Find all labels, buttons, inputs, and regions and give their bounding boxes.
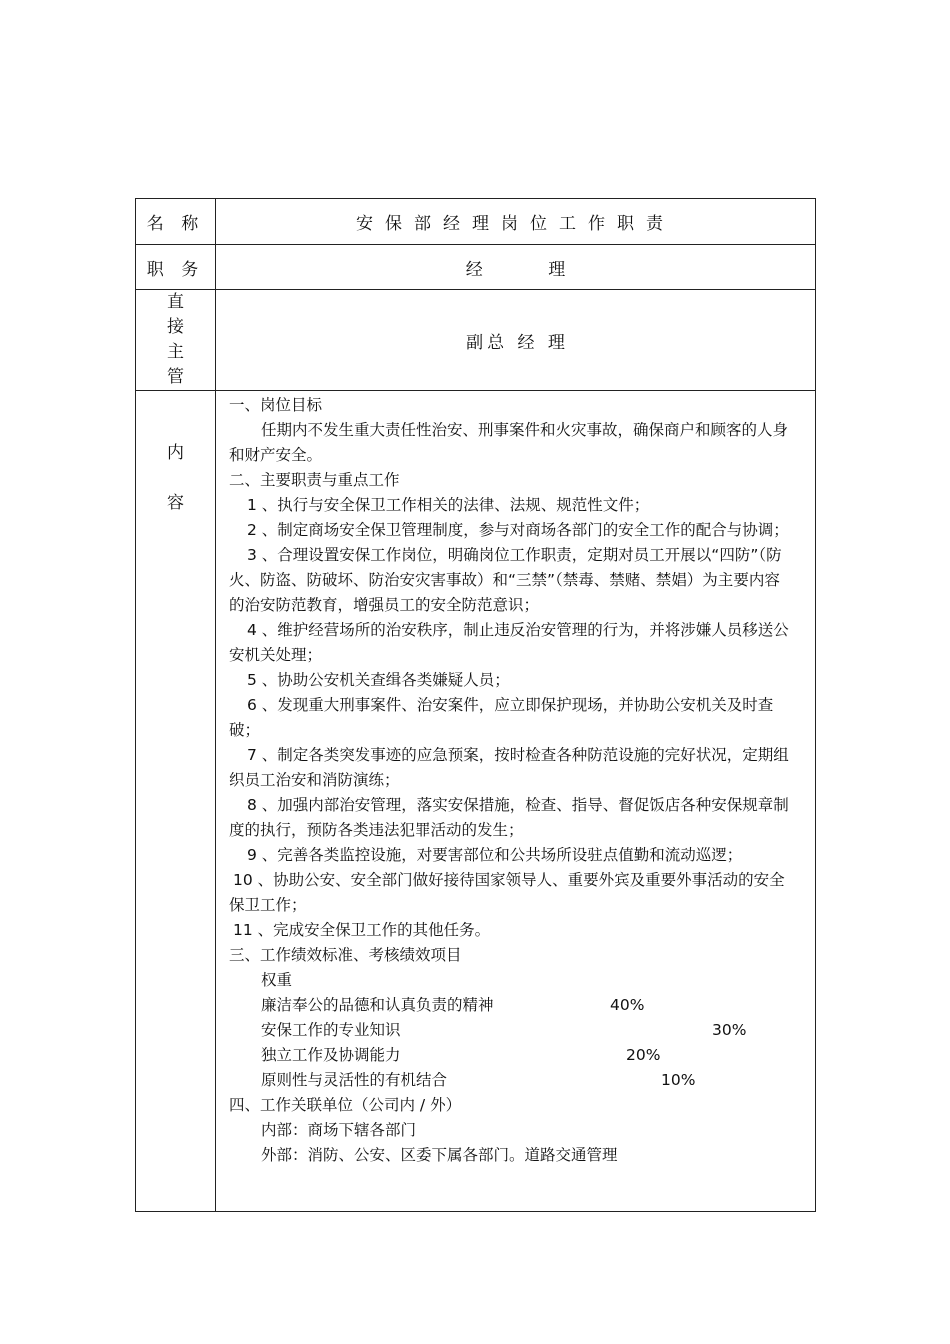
name-label: 名 称: [136, 199, 216, 245]
goal-text: 任期内不发生重大责任性治安、刑事案件和火灾事故，确保商户和顾客的人身和财产安全。: [229, 421, 789, 464]
document-title-text: 安保部经理岗位工作职责: [356, 214, 675, 234]
supervisor-row: [136, 290, 816, 391]
content-row: [136, 391, 816, 1212]
section-heading: 三、工作绩效标准、考核绩效项目: [229, 946, 462, 964]
content-label: [136, 391, 216, 1212]
external-units: 外部：消防、公安、区委下属各部门。道路交通管理: [261, 1146, 618, 1164]
metric-weight: 30%: [712, 1021, 747, 1039]
metric-row: [229, 1068, 791, 1093]
section-heading: 四、工作关联单位（公司内 / 外）: [229, 1096, 462, 1114]
title-row: [136, 199, 816, 245]
supervisor-label: [136, 290, 216, 391]
duty-item: 5 、协助公安机关查缉各类嫌疑人员；: [247, 671, 510, 689]
content-body: [216, 391, 816, 1212]
duty-item: 7 、制定各类突发事迹的应急预案，按时检查各种防范设施的完好状况，定期组织员工治安和消防演练；: [229, 746, 789, 789]
weight-label: 权重: [261, 971, 293, 989]
supervisor-value-text: 副总 经 理: [466, 332, 569, 353]
position-value-text: 经 理: [465, 259, 596, 280]
metric-weight: 10%: [661, 1071, 696, 1089]
supervisor-value: [216, 290, 816, 391]
metric-row: [229, 993, 791, 1018]
metric-item: 安保工作的专业知识: [261, 1021, 401, 1039]
content-label-char: 内: [167, 443, 184, 463]
duty-item: 1 、执行与安全保卫工作相关的法律、法规、规范性文件；: [247, 496, 650, 514]
duty-item: 8 、加强内部治安管理，落实安保措施，检查、指导、督促饭店各种安保规章制度的执行，预防各类违法犯罪活动的发生；: [229, 796, 789, 839]
document-title: [216, 199, 816, 245]
job-description-table: [135, 198, 816, 1212]
position-row: [136, 245, 816, 290]
metric-row: [229, 1018, 791, 1043]
section-heading: 二、主要职责与重点工作: [229, 471, 400, 489]
duty-item: 10 、协助公安、安全部门做好接待国家领导人、重要外宾及重要外事活动的安全保卫工作；: [229, 871, 785, 914]
metric-item: 廉洁奉公的品德和认真负责的精神: [261, 996, 494, 1014]
metric-weight: 20%: [626, 1046, 661, 1064]
duty-item: 9 、完善各类监控设施，对要害部位和公共场所设驻点值勤和流动巡逻；: [247, 846, 743, 864]
duty-item: 3 、合理设置安保工作岗位，明确岗位工作职责，定期对员工开展以“四防”（防火、防盗、防破坏、防治安灾害事故）和“三禁”（禁毒、禁赌、禁娼）为主要内容的治安防范教育，增强员工的安全防范意识；: [229, 546, 782, 614]
section-heading: 一、岗位目标: [229, 396, 323, 414]
duty-item: 6 、发现重大刑事案件、治安案件，应立即保护现场，并协助公安机关及时查破；: [229, 696, 774, 739]
internal-units: 内部：商场下辖各部门: [261, 1121, 417, 1139]
supervisor-label-char: 管: [167, 367, 184, 387]
position-label: 职 务: [136, 245, 216, 290]
content-label-char: 容: [167, 493, 184, 513]
metric-weight: 40%: [610, 996, 645, 1014]
position-value: [216, 245, 816, 290]
supervisor-label-char: 直: [167, 292, 184, 312]
supervisor-label-char: 接: [167, 317, 184, 337]
duty-item: 4 、维护经营场所的治安秩序，制止违反治安管理的行为，并将涉嫌人员移送公安机关处理；: [229, 621, 789, 664]
supervisor-label-char: 主: [167, 342, 184, 362]
duty-item: 2 、制定商场安全保卫管理制度，参与对商场各部门的安全工作的配合与协调；: [247, 521, 789, 539]
metric-item: 独立工作及协调能力: [261, 1046, 401, 1064]
metric-item: 原则性与灵活性的有机结合: [261, 1071, 448, 1089]
metric-row: [229, 1043, 791, 1068]
duty-item: 11 、完成安全保卫工作的其他任务。: [233, 921, 491, 939]
